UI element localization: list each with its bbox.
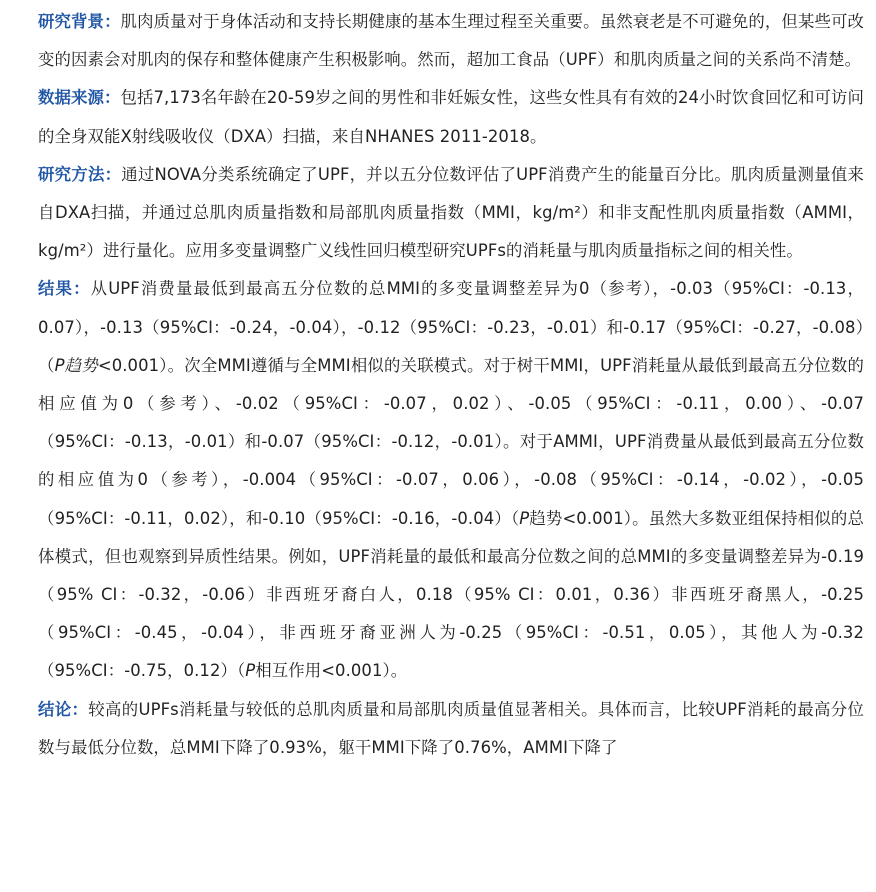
results-label: 结果：	[38, 279, 91, 299]
results-paragraph	[38, 270, 864, 690]
data-source-text: 包括7,173名年龄在20-59岁之间的男性和非妊娠女性，这些女性具有有效的24小时饮食回忆和可访问的全身双能X射线吸收仪（DXA）扫描，来自NHANES 2011-2018。	[38, 88, 865, 146]
p-interaction-italic: P	[245, 661, 256, 681]
methods-paragraph	[38, 156, 864, 271]
background-paragraph	[38, 3, 864, 79]
abstract-body	[38, 3, 864, 767]
conclusion-label: 结论：	[38, 699, 89, 719]
methods-label: 研究方法：	[38, 164, 122, 184]
p-trend-italic-1: P趋势	[54, 355, 98, 375]
p-trend-italic-2: P	[519, 508, 530, 528]
results-text-part-4: 相互作用<0.001）。	[255, 661, 408, 681]
conclusion-paragraph	[38, 691, 864, 767]
methods-text: 通过NOVA分类系统确定了UPF，并以五分位数评估了UPF消费产生的能量百分比。肌肉质量测量值来自DXA扫描，并通过总肌肉质量指数和局部肌肉质量指数（MMI，kg/m²）和非支配性肌肉质量指数（AMMI，kg/m²）进行量化。应用多变量调整广义线性回归模型研究UPFs的消耗量与肌肉质量指标之间的相关性。	[38, 164, 864, 261]
results-text-part-2: <0.001）。次全MMI遵循与全MMI相似的关联模式。对于树干MMI，UPF消耗量从最低到最高五分位数的相应值为0（参考）、-0.02（95%CI：-0.07，0.02）、-0.05（95%CI：-0.11，0.00）、-0.07（95%CI：-0.13，-0.01）和-0.07（95%CI：-0.12，-0.01）。对于AMMI，UPF消费量从最低到最高五分位数的相应值为0（参考），-0.004（95%CI：-0.07，0.06），-0.08（95%CI：-0.14，-0.02），-0.05（95%CI：-0.11，0.02），和-0.10（95%CI：-0.16，-0.04）（	[38, 355, 864, 528]
results-text-part-3: 趋势<0.001）。虽然大多数亚组保持相似的总体模式，但也观察到异质性结果。例如，UPF消耗量的最低和最高分位数之间的总MMI的多变量调整差异为-0.19（95% CI：-0.32，-0.06）非西班牙裔白人，0.18（95% CI：0.01，0.36）非西班牙裔黑人，-0.25（95%CI：-0.45，-0.04），非西班牙裔亚洲人为-0.25（95%CI：-0.51，0.05），其他人为-0.32（95%CI：-0.75，0.12）（	[38, 508, 864, 681]
background-label: 研究背景：	[38, 12, 121, 31]
data-source-label: 数据来源：	[38, 88, 121, 108]
data-source-paragraph	[38, 79, 864, 155]
conclusion-text: 较高的UPFs消耗量与较低的总肌肉质量和局部肌肉质量值显著相关。具体而言，比较UPF消耗的最高分位数与最低分位数，总MMI下降了0.93%，躯干MMI下降了0.76%，AMMI下降了	[38, 699, 864, 757]
background-text: 肌肉质量对于身体活动和支持长期健康的基本生理过程至关重要。虽然衰老是不可避免的，但某些可改变的因素会对肌肉的保存和整体健康产生积极影响。然而，超加工食品（UPF）和肌肉质量之间的关系尚不清楚。	[38, 12, 865, 70]
results-text-part-1: 从UPF消费量最低到最高五分位数的总MMI的多变量调整差异为0（参考），-0.03（95%CI：-0.13，0.07），-0.13（95%CI：-0.24，-0.04），-0.12（95%CI：-0.23，-0.01）和-0.17（95%CI：-0.27，-0.08）（	[38, 279, 864, 375]
